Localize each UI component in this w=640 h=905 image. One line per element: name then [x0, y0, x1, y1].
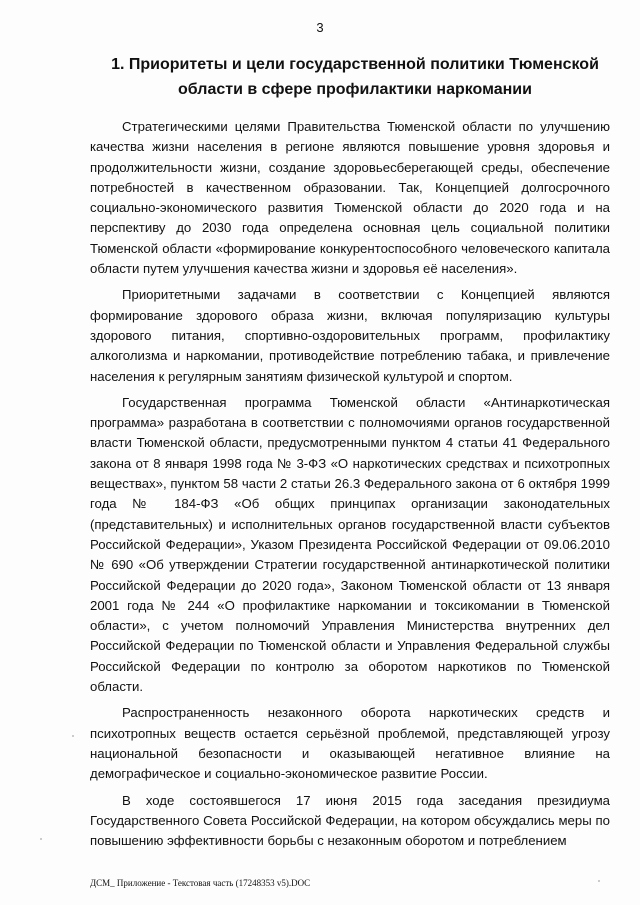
page-number: 3: [316, 20, 324, 35]
document-body: [90, 117, 610, 857]
paragraph-2: Приоритетными задачами в соответствии с Концепцией являются формирование здорового образа жизни, включая популяризацию культуры здорового питания, спортивно-оздоровительных программ, профилактику алкоголизма и наркомании, противодействие потреблению табака, и привлечение населения к регулярным занятиям физической культурой и спортом.: [90, 287, 610, 384]
scan-speck: [598, 880, 600, 882]
section-heading: [90, 52, 620, 102]
scan-speck: [72, 735, 74, 737]
section-heading-line-2: области в сфере профилактики наркомании: [178, 81, 532, 98]
paragraph-5: В ходе состоявшегося 17 июня 2015 года заседания президиума Государственного Совета Российской Федерации, на котором обсуждались меры по повышению эффективности борьбы с незаконным оборотом и потреблением: [90, 792, 610, 849]
document-footer: ДСМ_ Приложение - Текстовая часть (17248353 v5).DOC: [90, 878, 311, 888]
paragraph-4: Распространенность незаконного оборота наркотических средств и психотропных веществ остается серьёзной проблемой, представляющей угрозу национальной безопасности и оказывающей негативное влияние на демографическое и социально-экономическое развитие России.: [90, 705, 610, 782]
scan-speck: [40, 838, 42, 840]
paragraph-3: Государственная программа Тюменской области «Антинаркотическая программа» разработана в соответствии с полномочиями органов государственной власти Тюменской области, предусмотренными пунктом 4 статьи 41 Федерального закона от 8 января 1998 года № 3-ФЗ «О наркотических средствах и психотропных веществах», пунктом 58 части 2 статьи 26.3 Федерального закона от 6 октября 1999 года № 184-ФЗ «Об общих принципах организации законодательных (представительных) и исполнительных органов государственной власти субъектов Российской Федерации», Указом Президента Российской Федерации от 09.06.2010 № 690 «Об утверждении Стратегии государственной антинаркотической политики Российской Федерации до 2020 года», Законом Тюменской области от 13 января 2001 года № 244 «О профилактике наркомании и токсикомании в Тюменской области», с учетом полномочий Управления Министерства внутренних дел Российской Федерации по Тюменской области и Управления Федеральной службы Российской Федерации по контролю за оборотом наркотиков по Тюменской области.: [90, 394, 610, 695]
paragraph-1: Стратегическими целями Правительства Тюменской области по улучшению качества жизни населения в регионе являются повышение уровня здоровья и продолжительности жизни, создание здоровьесберегающей среды, обеспечение потребностей в качественном образовании. Так, Концепцией долгосрочного социально-экономического развития Тюменской области до 2020 года и на перспективу до 2030 года определена основная цель социальной политики Тюменской области «формирование конкурентоспособного человеческого капитала области путем улучшения качества жизни и здоровья её населения».: [90, 119, 610, 277]
section-heading-line-1: 1. Приоритеты и цели государственной политики Тюменской: [111, 56, 599, 73]
